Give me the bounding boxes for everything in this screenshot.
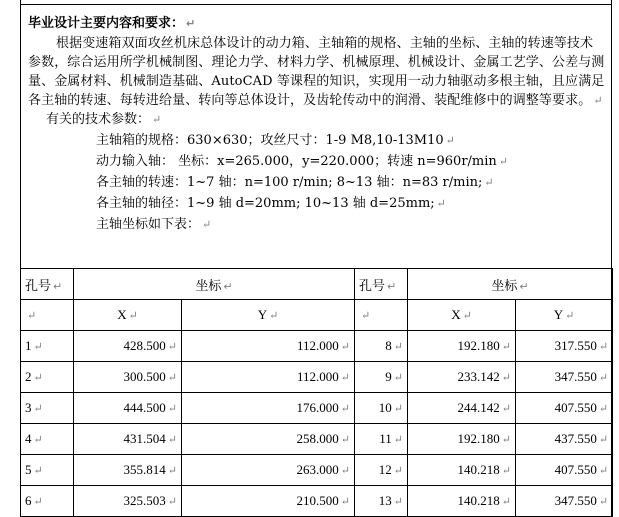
y-value-cell <box>516 486 613 517</box>
paragraph-mark: ↵ <box>223 279 233 293</box>
coord-header-text: 坐标 <box>491 278 518 294</box>
hole-no-cell-text: 2 <box>25 369 32 384</box>
param-line <box>96 172 608 193</box>
paragraph-mark: ↵ <box>340 372 351 384</box>
empty-cell <box>21 300 74 331</box>
x-header <box>408 300 516 331</box>
paragraph-mark: ↵ <box>501 372 512 384</box>
table-subheader-row <box>21 300 613 331</box>
x-value-cell-text: 444.500 <box>123 400 166 415</box>
param-line <box>96 214 608 235</box>
paragraph-mark: ↵ <box>361 310 371 322</box>
y-value-cell <box>516 393 613 424</box>
paragraph-mark: ↵ <box>593 94 603 107</box>
hole-no-cell-text: 5 <box>25 462 32 477</box>
paragraph-mark: ↵ <box>436 197 446 210</box>
y-value-cell <box>516 362 613 393</box>
param-line <box>96 193 608 214</box>
hole-no-cell <box>21 486 74 517</box>
param-text: 各主轴的转速：1~7 轴：n=100 r/min; 8~13 轴：n=83 r/min; <box>96 175 483 190</box>
y-value-cell <box>182 362 355 393</box>
table-row <box>21 393 613 424</box>
paragraph-mark: ↵ <box>128 310 138 322</box>
x-header <box>74 300 182 331</box>
table-row <box>21 424 613 455</box>
paragraph-mark: ↵ <box>340 465 351 477</box>
y-value-cell <box>182 455 355 486</box>
x-value-cell-text: 244.142 <box>457 400 500 415</box>
empty-cell <box>355 300 408 331</box>
param-text: 主轴箱的规格：630×630；攻丝尺寸：1-9 M8,10-13M10 <box>96 133 444 148</box>
y-value-cell-text: 258.000 <box>296 431 339 446</box>
y-value-cell-text: 347.550 <box>554 369 597 384</box>
x-value-cell-text: 192.180 <box>457 431 500 446</box>
x-value-cell-text: 300.500 <box>123 369 166 384</box>
paragraph-mark: ↵ <box>340 434 351 446</box>
hole-no-cell-text: 12 <box>378 462 392 477</box>
paragraph-mark: ↵ <box>445 134 455 147</box>
x-value-cell <box>408 362 516 393</box>
param-text: 主轴坐标如下表： <box>96 217 201 232</box>
spindle-coordinate-table <box>20 268 613 517</box>
paragraph-mark: ↵ <box>501 465 512 477</box>
paragraph-mark: ↵ <box>393 434 404 446</box>
x-value-cell <box>74 424 182 455</box>
hole-no-cell-text: 6 <box>25 493 32 508</box>
paragraph-mark: ↵ <box>501 403 512 415</box>
hole-no-cell-text: 13 <box>378 493 392 508</box>
x-value-cell-text: 325.503 <box>123 493 166 508</box>
y-value-cell-text: 437.550 <box>554 431 597 446</box>
paragraph-mark: ↵ <box>340 496 351 508</box>
y-value-cell-text: 112.000 <box>297 338 339 353</box>
hole-no-cell <box>355 424 408 455</box>
x-value-cell-text: 140.218 <box>457 493 500 508</box>
table-row <box>21 362 613 393</box>
paragraph-mark: ↵ <box>152 113 162 126</box>
y-value-cell-text: 407.550 <box>554 400 597 415</box>
paragraph-mark: ↵ <box>202 218 212 231</box>
x-value-cell-text: 192.180 <box>457 338 500 353</box>
paragraph-mark: ↵ <box>598 341 609 353</box>
paragraph-mark: ↵ <box>501 341 512 353</box>
hole-no-cell <box>355 362 408 393</box>
table-row <box>21 455 613 486</box>
y-value-cell-text: 407.550 <box>554 462 597 477</box>
paragraph-mark: ↵ <box>393 341 404 353</box>
hole-no-cell <box>21 362 74 393</box>
hole-no-cell-text: 11 <box>379 431 392 446</box>
x-value-cell-text: 233.142 <box>457 369 500 384</box>
y-value-cell-text: 263.000 <box>296 462 339 477</box>
y-value-cell <box>182 424 355 455</box>
hole-no-cell-text: 4 <box>25 431 32 446</box>
heading-text: 毕业设计主要内容和要求： <box>28 16 185 31</box>
paragraph-mark: ↵ <box>33 341 43 353</box>
paragraph-mark: ↵ <box>598 496 609 508</box>
hole-no-cell <box>355 393 408 424</box>
x-value-cell <box>408 331 516 362</box>
top-rule <box>20 4 612 5</box>
paragraph-mark: ↵ <box>393 403 404 415</box>
requirements-section <box>28 14 608 235</box>
paragraph-mark: ↵ <box>167 341 177 353</box>
hole-no-header <box>21 269 74 300</box>
hole-no-header <box>355 269 408 300</box>
y-value-cell-text: 347.550 <box>554 493 597 508</box>
paragraph-mark: ↵ <box>519 279 529 293</box>
paragraph-mark: ↵ <box>484 176 494 189</box>
y-value-cell-text: 317.550 <box>554 338 597 353</box>
param-text: 动力输入轴： 坐标：x=265.000，y=220.000；转速 n=960r/min <box>96 154 497 169</box>
x-header-text: X <box>451 307 461 322</box>
paragraph-mark: ↵ <box>598 372 609 384</box>
hole-no-cell <box>21 424 74 455</box>
x-value-cell-text: 355.814 <box>123 462 166 477</box>
hole-no-cell <box>355 331 408 362</box>
paragraph-mark: ↵ <box>598 434 609 446</box>
y-value-cell <box>182 393 355 424</box>
paragraph-mark: ↵ <box>167 434 177 446</box>
hole-no-cell <box>355 455 408 486</box>
paragraph-mark: ↵ <box>33 465 43 477</box>
table-row <box>21 331 613 362</box>
hole-no-cell-text: 10 <box>378 400 392 415</box>
paragraph-mark: ↵ <box>393 372 404 384</box>
x-value-cell <box>408 424 516 455</box>
x-value-cell <box>74 331 182 362</box>
x-value-cell <box>74 362 182 393</box>
paragraph-mark: ↵ <box>340 403 351 415</box>
paragraph-mark: ↵ <box>167 372 177 384</box>
paragraph-mark: ↵ <box>167 465 177 477</box>
y-value-cell-text: 112.000 <box>297 369 339 384</box>
paragraph-mark: ↵ <box>186 17 196 30</box>
y-value-cell <box>182 331 355 362</box>
paragraph-text: 根据变速箱双面攻丝机床总体设计的动力箱、主轴箱的规格、主轴的坐标、主轴的转速等技术参数，综合运用所学机械制图、理论力学、材料力学、机械原理、机械设计、金属工艺学、公差与测量、金属材料、机械制造基础、AutoCAD 等课程的知识，实现用一动力轴驱动多根主轴，且应满足各主轴的转速、每转进给量、转向等总体设计，及齿轮传动中的润滑、装配维修中的调整等要求。 <box>28 36 605 108</box>
coord-header <box>408 269 613 300</box>
paragraph-mark: ↵ <box>598 465 609 477</box>
x-header-text: X <box>117 307 127 322</box>
paragraph-mark: ↵ <box>167 403 177 415</box>
paragraph-mark: ↵ <box>393 496 404 508</box>
x-value-cell-text: 431.504 <box>123 431 166 446</box>
paragraph-mark: ↵ <box>387 279 397 293</box>
paragraph-mark: ↵ <box>167 496 177 508</box>
paragraph-mark: ↵ <box>340 341 351 353</box>
x-value-cell <box>74 393 182 424</box>
params-label-text: 有关的技术参数： <box>46 112 151 127</box>
paragraph-mark: ↵ <box>33 372 43 384</box>
paragraph-mark: ↵ <box>498 155 508 168</box>
y-value-cell <box>516 331 613 362</box>
hole-no-cell <box>21 393 74 424</box>
param-line <box>96 130 608 151</box>
x-value-cell <box>408 486 516 517</box>
coord-header <box>74 269 355 300</box>
paragraph-mark: ↵ <box>501 434 512 446</box>
paragraph-mark: ↵ <box>33 434 43 446</box>
table-row <box>21 486 613 517</box>
y-header <box>516 300 613 331</box>
table-body <box>21 331 613 517</box>
y-value-cell-text: 210.500 <box>296 493 339 508</box>
paragraph-mark: ↵ <box>393 465 404 477</box>
hole-no-cell-text: 3 <box>25 400 32 415</box>
hole-no-cell <box>21 455 74 486</box>
paragraph-mark: ↵ <box>565 310 575 322</box>
x-value-cell-text: 428.500 <box>123 338 166 353</box>
y-header-text: Y <box>553 307 564 322</box>
x-value-cell <box>74 455 182 486</box>
paragraph-mark: ↵ <box>33 496 43 508</box>
hole-no-cell <box>21 331 74 362</box>
hole-no-cell-text: 8 <box>385 338 392 353</box>
x-value-cell <box>408 393 516 424</box>
paragraph-mark: ↵ <box>53 279 63 293</box>
paragraph-mark: ↵ <box>462 310 472 322</box>
y-value-cell-text: 176.000 <box>296 400 339 415</box>
y-value-cell <box>182 486 355 517</box>
paragraph-mark: ↵ <box>269 310 279 322</box>
param-text: 各主轴的轴径：1~9 轴 d=20mm; 10~13 轴 d=25mm; <box>96 196 435 211</box>
coord-header-text: 坐标 <box>195 278 222 294</box>
params-label <box>46 110 608 130</box>
paragraph-mark: ↵ <box>598 403 609 415</box>
hole-no-header-text: 孔号 <box>25 278 52 294</box>
paragraph-mark: ↵ <box>27 310 37 322</box>
hole-no-cell <box>355 486 408 517</box>
table-header-row <box>21 269 613 300</box>
x-value-cell <box>408 455 516 486</box>
y-header <box>182 300 355 331</box>
paragraph-mark: ↵ <box>33 403 43 415</box>
paragraph-mark: ↵ <box>501 496 512 508</box>
y-header-text: Y <box>257 307 268 322</box>
param-line <box>96 151 608 172</box>
y-value-cell <box>516 424 613 455</box>
x-value-cell <box>74 486 182 517</box>
hole-no-header-text: 孔号 <box>359 278 386 294</box>
y-value-cell <box>516 455 613 486</box>
requirements-paragraph <box>28 34 606 110</box>
x-value-cell-text: 140.218 <box>457 462 500 477</box>
hole-no-cell-text: 9 <box>385 369 392 384</box>
section-heading <box>28 14 608 34</box>
hole-no-cell-text: 1 <box>25 338 32 353</box>
